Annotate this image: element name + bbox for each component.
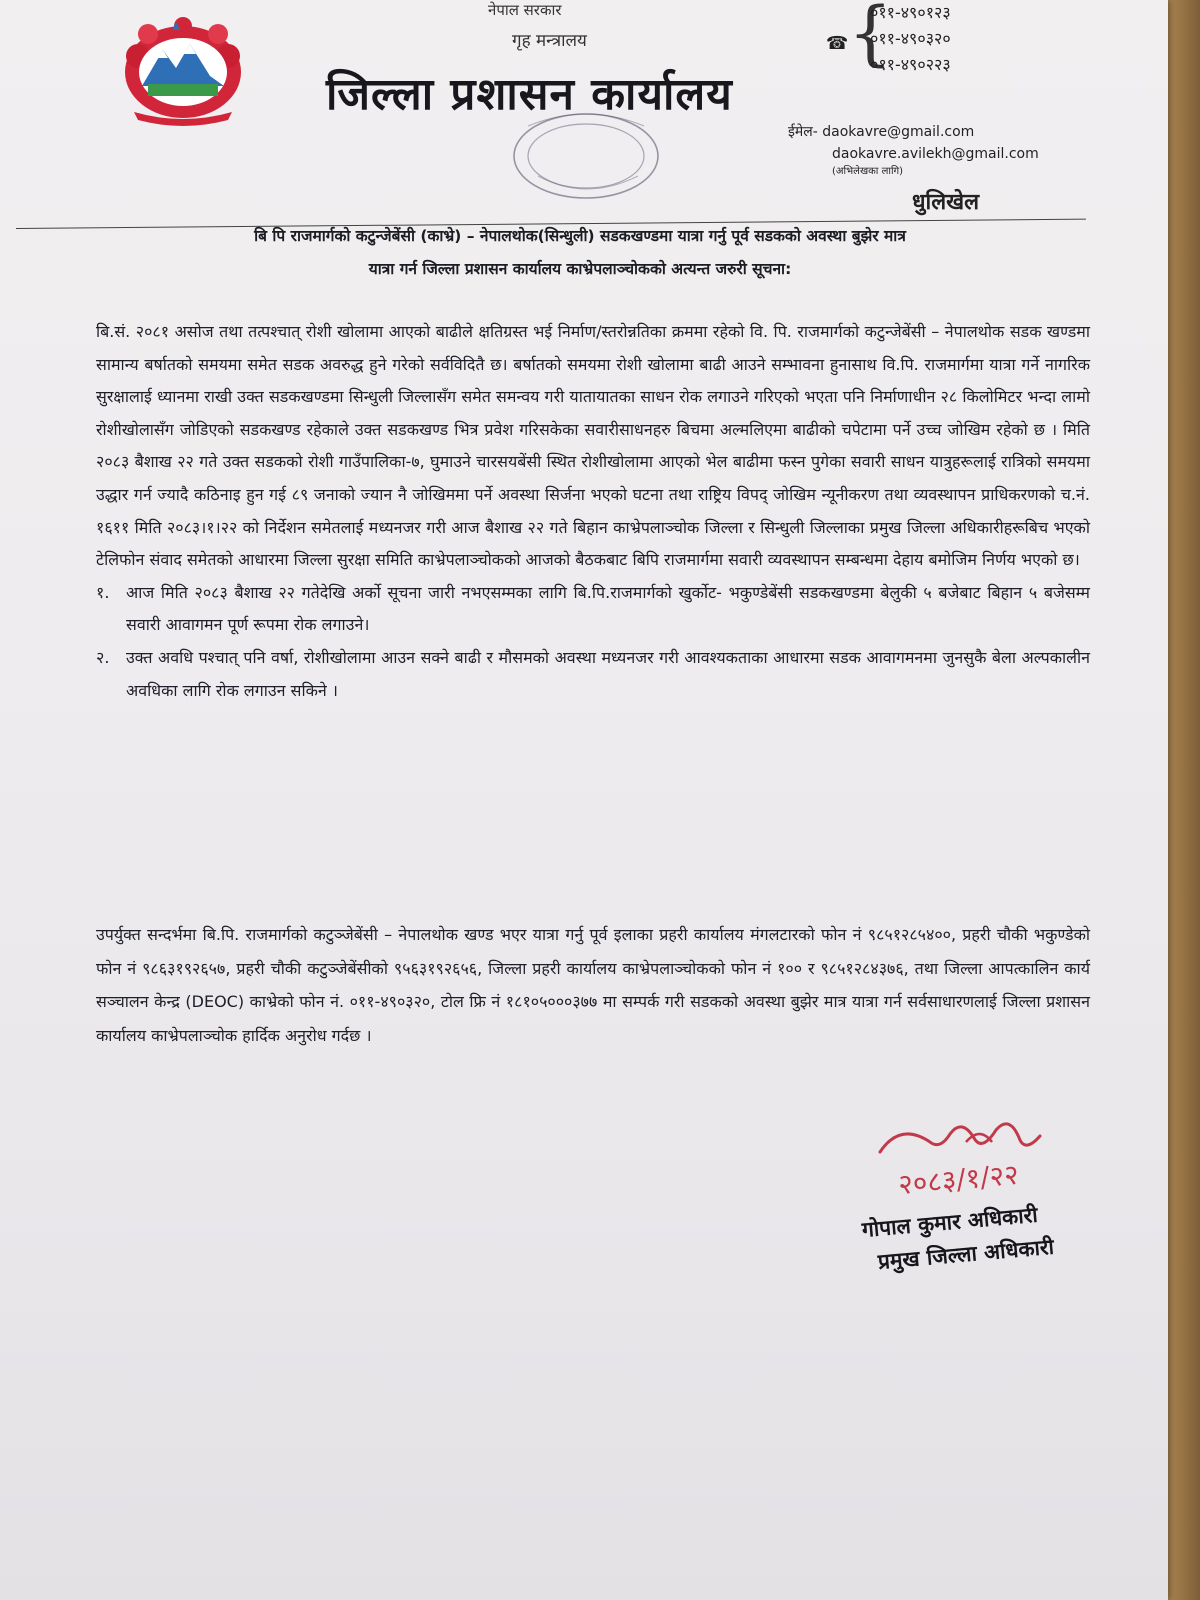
contact-text: उपर्युक्त सन्दर्भमा बि.पि. राजमार्गको कटुञ्जेबेंसी – नेपालथोक खण्ड भएर यात्रा गर्नु पूर्व इलाका प्रहरी कार्यालय मंगलटारको फोन नं ९८५१२८५४००, प्रहरी चौकी भकुण्डेको फोन नं ९८६३१९२६५७, प्रहरी चौकी कटुञ्जेबेंसीको ९५६३१९२६५६, जिल्ला प्रहरी कार्यालय काभ्रेपलाञ्चोकको फोन नं १०० र ९८५१२८४३७६, तथा जिल्ला आपत्कालिन कार्य सञ्चालन केन्द्र (DEOC) काभ्रेको फोन नं. ०११-४९०३२०, टोल फ्रि नं १८१०५०००३७७ मा सम्पर्क गरी सडकको अवस्था बुझेर मात्र यात्रा गर्न सर्वसाधारणलाई जिल्ला प्रशासन कार्यालय काभ्रेपलाञ्चोक हार्दिक अनुरोध गर्दछ । (96, 925, 1090, 1045)
telephone-icon: ☎ (826, 33, 849, 54)
decision-point (96, 642, 1090, 707)
office-location: धुलिखेल (912, 190, 980, 215)
phone-list (870, 0, 951, 78)
office-seal-stamp (498, 106, 668, 202)
body-paragraph: बि.सं. २०८१ असोज तथा तत्पश्चात् रोशी खोलामा आएको बाढीले क्षतिग्रस्त भई निर्माण/स्तरोन्नतिका क्रममा रहेको वि. पि. राजमार्गको कटुन्जेबेंसी – नेपालथोक सडक खण्डमा सामान्य बर्षातको समयमा समेत सडक अवरुद्ध हुने गरेको सर्वविदितै छ। बर्षातको समयमा रोशी खोलामा बाढी आउने सम्भावना हुनासाथ वि.पि. राजमार्गमा यात्रा गर्ने नागरिक सुरक्षालाई ध्यानमा राखी उक्त सडकखण्डमा सिन्धुली जिल्लासँग समेत समन्वय गरी यातायातका साधन रोक लगाउने गरिएको भएता पनि निर्माणाधीन २८ किलोमिटर भन्दा लामो रोशीखोलासँग जोडिएको सडकखण्ड रहेकाले उक्त सडकखण्ड भित्र प्रवेश गरिसकेका सवारीसाधनहरु बिचमा अल्मलिएमा बाढीको चपेटामा पर्ने उच्च जोखिम रहेको छ । मिति २०८३ बैशाख २२ गते उक्त सडकको रोशी गाउँपालिका-७, घुमाउने चारसयबेंसी स्थित रोशीखोलामा आएको भेल बाढीमा फस्न पुगेका सवारी साधन यात्रुहरूलाई रात्रिको समयमा उद्धार गर्न ज्यादै कठिनाइ हुन गई ८९ जनाको ज्यान नै जोखिममा पर्ने अवस्था सिर्जना भएको घटना तथा राष्ट्रिय विपद् जोखिम न्यूनीकरण तथा व्यवस्थापन प्राधिकरणको च.नं. १६११ मिति २०८३।१।२२ को निर्देशन समेतलाई मध्यनजर गरी आज बैशाख २२ गते बिहान काभ्रेपलाञ्चोक जिल्ला र सिन्धुली जिल्लाका प्रमुख जिल्ला अधिकारीहरूबिच भएको टेलिफोन संवाद समेतको आधारमा जिल्ला सुरक्षा समिति काभ्रेपलाञ्चोकको आजको बैठकबाट बिपि राजमार्गमा सवारी व्यवस्थापन सम्बन्धमा देहाय बमोजिम निर्णय भएको छ। (96, 322, 1090, 570)
decision-point (96, 577, 1090, 642)
email-archive-note: (अभिलेखका लागि) (832, 166, 904, 177)
phone-number: ०११-४९०२२३ (870, 55, 951, 74)
email-archive: daokavre.avilekh@gmail.com (832, 146, 1039, 162)
office-title: जिल्ला प्रशासन कार्यालय (326, 69, 733, 120)
point-text: उक्त अवधि पश्चात् पनि वर्षा, रोशीखोलामा आउन सक्ने बाढी र मौसमको अवस्था मध्यनजर गरी आवश्यकताका आधारमा सडक आवागमनमा जुनसुकै बेला अल्पकालीन अवधिका लागि रोक लगाउन सकिने । (126, 647, 1090, 700)
notice-body (96, 316, 1090, 707)
ministry-name: गृह मन्त्रालय (512, 31, 587, 51)
email-block (788, 121, 1039, 179)
brace-glyph: { (848, 0, 893, 74)
point-number: १. (96, 582, 110, 602)
phone-number: ०११-४९०१२३ (870, 3, 951, 22)
contact-paragraph (96, 918, 1090, 1052)
subject-line-1: बि पि राजमार्गको कटुन्जेबेंसी (काभ्रे) – नेपालथोक(सिन्धुली) सडकखण्डमा यात्रा गर्नु पूर्व सडकको अवस्था बुझेर मात्र (254, 227, 906, 245)
officer-name: गोपाल कुमार अधिकारी (860, 1202, 1039, 1242)
officer-title: प्रमुख जिल्ला अधिकारी (876, 1234, 1055, 1274)
point-text: आज मिति २०८३ बैशाख २२ गतेदेखि अर्को सूचना जारी नभएसम्मका लागि बि.पि.राजमार्गको खुर्कोट- भकुण्डेबेंसी सडकखण्डमा बेलुकी ५ बजेबाट बिहान ५ बजेसम्म सवारी आवागमन पूर्ण रूपमा रोक लगाउने। (126, 582, 1090, 635)
notice-subject (100, 220, 1060, 286)
subject-line-2: यात्रा गर्न जिल्ला प्रशासन कार्यालय काभ्रेपलाञ्चोकको अत्यन्त जरुरी सूचना: (368, 260, 792, 278)
phone-numbers (826, 0, 1026, 76)
nepal-emblem-icon (118, 16, 248, 128)
government-name: नेपाल सरकार (488, 1, 562, 19)
signature-date: २०८३/१/२२ (896, 1157, 1021, 1202)
email-label: ईमेल- (788, 124, 818, 140)
email-primary: daokavre@gmail.com (822, 124, 975, 140)
point-number: २. (96, 647, 110, 667)
phone-number: ०११-४९०३२० (870, 29, 951, 48)
